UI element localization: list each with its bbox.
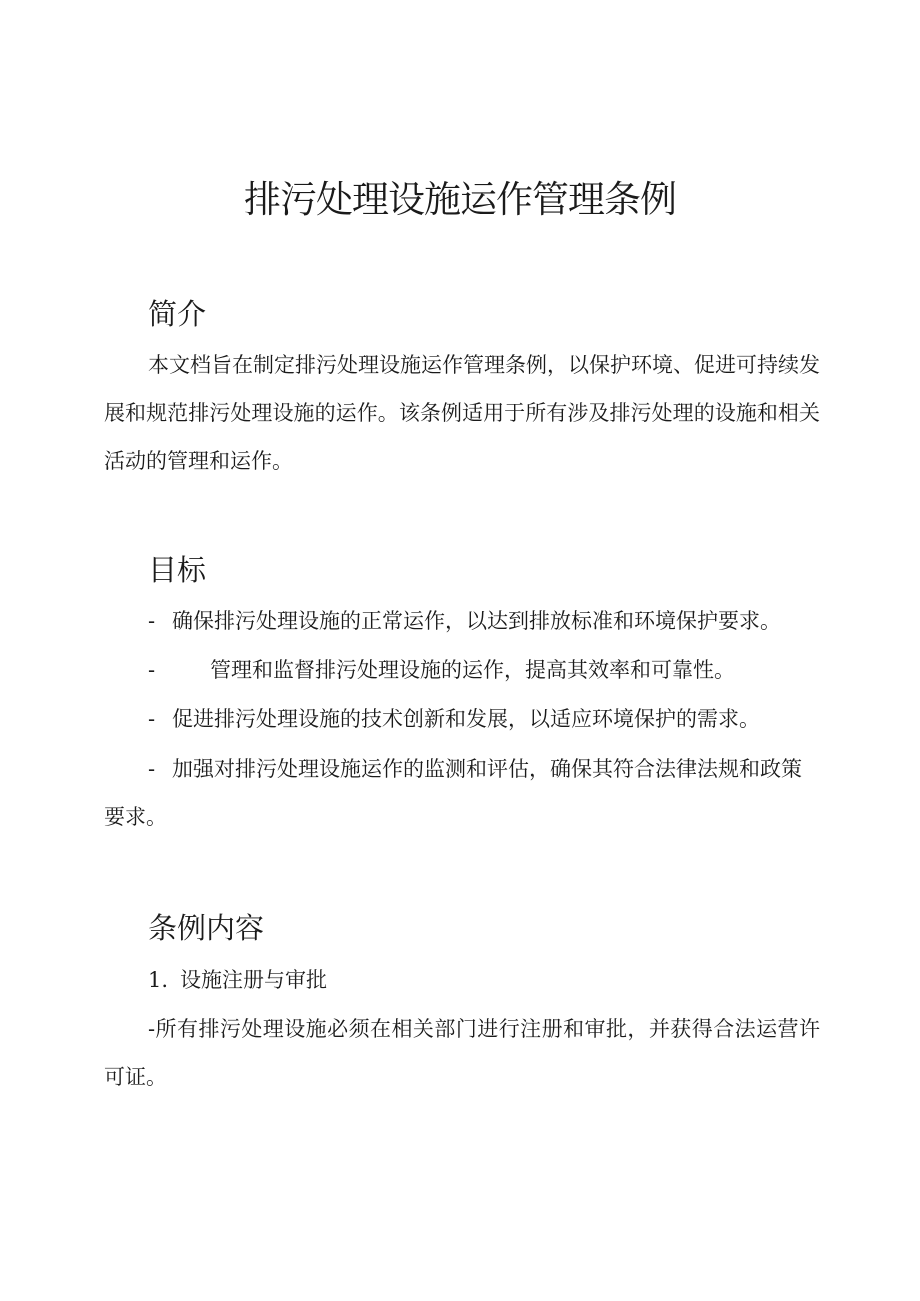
goal-item	[104, 597, 820, 645]
section-heading-intro: 简介	[148, 297, 207, 331]
intro-paragraph: 本文档旨在制定排污处理设施运作管理条例，以保护环境、促进可持续发展和规范排污处理设施的运作。该条例适用于所有涉及排污处理的设施和相关活动的管理和运作。	[104, 353, 820, 473]
goal-item	[104, 695, 820, 743]
goal-text: 促进排污处理设施的技术创新和发展，以适应环境保护的需求。	[172, 707, 760, 731]
goal-text: 确保排污处理设施的正常运作，以达到排放标准和环境保护要求。	[172, 609, 781, 633]
goal-text: 管理和监督排污处理设施的运作，提高其效率和可靠性。	[210, 658, 735, 682]
section1-paragraph: -所有排污处理设施必须在相关部门进行注册和审批，并获得合法运营许可证。	[104, 1017, 820, 1089]
numbered-subheading	[148, 960, 327, 1000]
section-title: 设施注册与审批	[180, 968, 327, 992]
bullet-dash: -	[148, 609, 156, 633]
goal-item	[104, 745, 820, 841]
document-title: 排污处理设施运作管理条例	[244, 178, 676, 221]
section-number: 1.	[148, 968, 169, 992]
bullet-dash: -	[148, 658, 156, 682]
bullet-dash: -	[148, 757, 156, 781]
goal-text: 加强对排污处理设施运作的监测和评估，确保其符合法律法规和政策要求。	[104, 757, 802, 829]
goal-item	[104, 646, 820, 694]
section-heading-goals: 目标	[148, 553, 207, 587]
bullet-dash: -	[148, 707, 156, 731]
section-heading-content: 条例内容	[148, 911, 265, 945]
